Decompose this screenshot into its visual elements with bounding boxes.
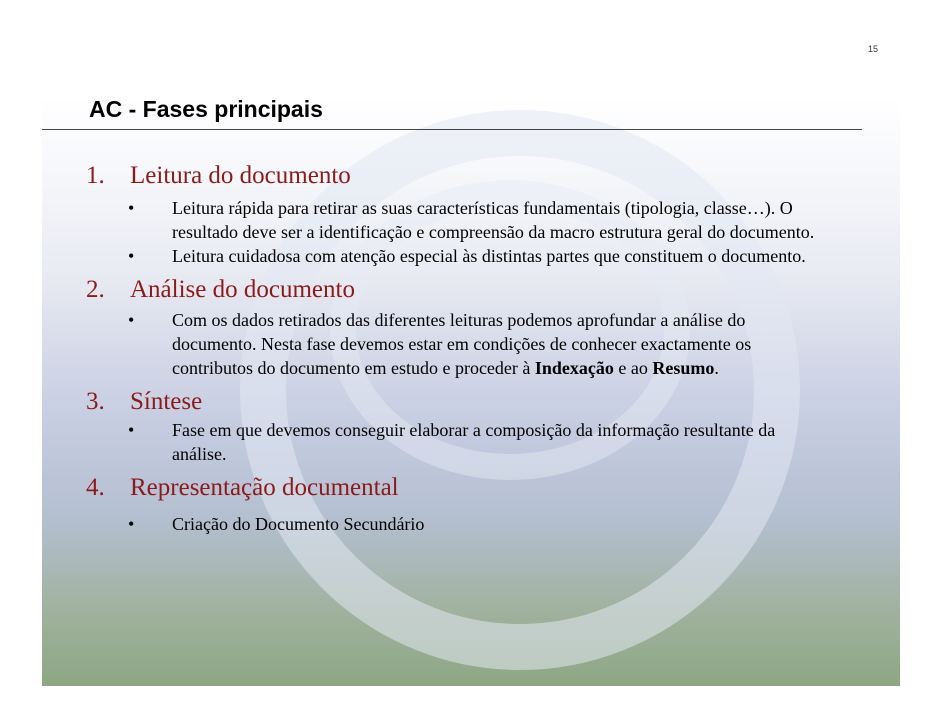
resumo-term: Resumo bbox=[652, 358, 715, 378]
list-item bbox=[86, 308, 876, 380]
bullet-text: Leitura rápida para retirar as suas características fundamentais (tipologia, classe…). O resultado deve ser a identificação e compreensão da macro estrutura geral do documento. bbox=[172, 198, 815, 242]
list-item bbox=[86, 196, 876, 244]
section-number: 3. bbox=[86, 388, 105, 415]
section-heading: Análise do documento bbox=[130, 276, 355, 303]
bullet-text: Criação do Documento Secundário bbox=[172, 514, 425, 534]
list-item bbox=[86, 418, 876, 466]
list-item bbox=[86, 512, 876, 536]
bullet-icon: • bbox=[128, 246, 135, 266]
section-heading: Leitura do documento bbox=[130, 162, 351, 189]
bullet-text: Fase em que devemos conseguir elaborar a composição da informação resultante da análise. bbox=[172, 420, 776, 464]
section-leitura bbox=[86, 160, 876, 268]
slide-title: AC - Fases principais bbox=[89, 96, 323, 122]
bullet-icon: • bbox=[128, 198, 135, 218]
list-item bbox=[86, 244, 876, 268]
title-divider bbox=[42, 129, 862, 130]
bullet-text: Com os dados retirados das diferentes leituras podemos aprofundar a análise do documento. Nesta fase devemos estar em condições de conhecer exactamente os contributos do documento em estudo e proceder à Indexação e ao Resumo. bbox=[172, 310, 752, 378]
bullet-icon: • bbox=[128, 420, 135, 440]
page-number: 15 bbox=[867, 44, 878, 54]
section-number: 2. bbox=[86, 276, 105, 303]
bullet-text: Leitura cuidadosa com atenção especial às distintas partes que constituem o documento. bbox=[172, 246, 806, 266]
section-number: 1. bbox=[86, 162, 105, 189]
bullet-icon: • bbox=[128, 310, 135, 330]
indexacao-term: Indexação bbox=[534, 358, 614, 378]
section-number: 4. bbox=[86, 474, 105, 501]
bullet-icon: • bbox=[128, 514, 135, 534]
section-representacao bbox=[86, 472, 876, 536]
section-sintese bbox=[86, 386, 876, 466]
section-heading: Representação documental bbox=[130, 474, 399, 501]
slide-content bbox=[86, 160, 876, 536]
section-analise bbox=[86, 274, 876, 380]
section-heading: Síntese bbox=[130, 388, 203, 415]
